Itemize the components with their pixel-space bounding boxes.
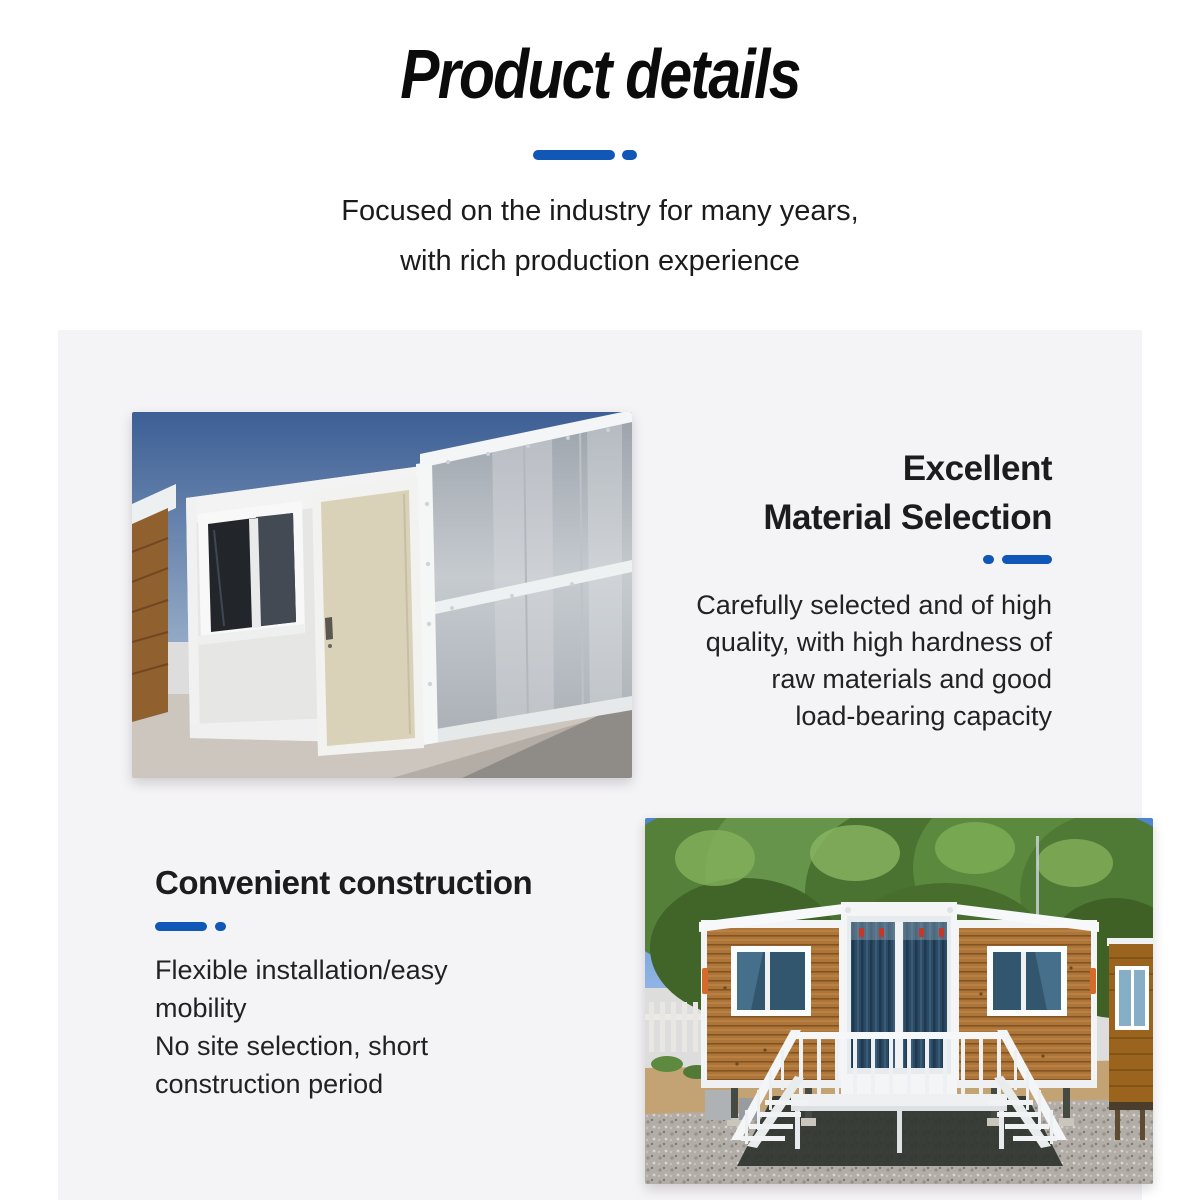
accent-divider-construction bbox=[155, 922, 595, 931]
container-side-wall bbox=[420, 412, 632, 744]
expandable-house-illustration bbox=[645, 818, 1153, 1184]
material-selection-heading bbox=[640, 444, 1052, 542]
body-line: quality, with high hardness of bbox=[705, 627, 1052, 657]
subtitle-line: with rich production experience bbox=[400, 245, 800, 277]
accent-bar bbox=[1002, 555, 1052, 564]
subtitle-line: Focused on the industry for many years, bbox=[341, 195, 859, 227]
accent-bar bbox=[155, 922, 207, 931]
body-line: mobility bbox=[155, 993, 247, 1023]
accent-dot bbox=[215, 922, 226, 931]
body-line: raw materials and good bbox=[771, 664, 1052, 694]
accent-divider-material bbox=[640, 555, 1052, 564]
heading-line: Excellent bbox=[902, 449, 1052, 488]
page-subtitle bbox=[0, 186, 1200, 286]
heading-line: Material Selection bbox=[763, 498, 1052, 537]
body-line: load-bearing capacity bbox=[795, 701, 1052, 731]
background-cabin bbox=[1107, 938, 1153, 1140]
folding-house-illustration bbox=[132, 412, 632, 778]
body-line: Carefully selected and of high bbox=[696, 590, 1052, 620]
container-front-face bbox=[186, 462, 438, 756]
accent-dot bbox=[983, 555, 994, 564]
expandable-container-house-photo bbox=[645, 818, 1153, 1184]
right-wing bbox=[955, 920, 1097, 1088]
convenient-construction-body bbox=[155, 951, 595, 1103]
center-doors bbox=[841, 902, 957, 1100]
body-line: No site selection, short bbox=[155, 1031, 429, 1061]
folding-container-house-photo bbox=[132, 412, 632, 778]
body-line: construction period bbox=[155, 1069, 384, 1099]
convenient-construction-heading: Convenient construction bbox=[155, 864, 533, 901]
convenient-construction-section bbox=[155, 860, 595, 1103]
front-door bbox=[312, 476, 424, 756]
accent-bar bbox=[533, 150, 615, 160]
material-selection-body bbox=[640, 587, 1052, 735]
accent-divider-top bbox=[533, 150, 637, 160]
material-selection-section bbox=[640, 444, 1052, 735]
page-title: Product details bbox=[400, 35, 800, 113]
front-window bbox=[198, 501, 305, 645]
body-line: Flexible installation/easy bbox=[155, 955, 448, 985]
left-wing bbox=[701, 920, 843, 1088]
accent-dot bbox=[622, 150, 637, 160]
